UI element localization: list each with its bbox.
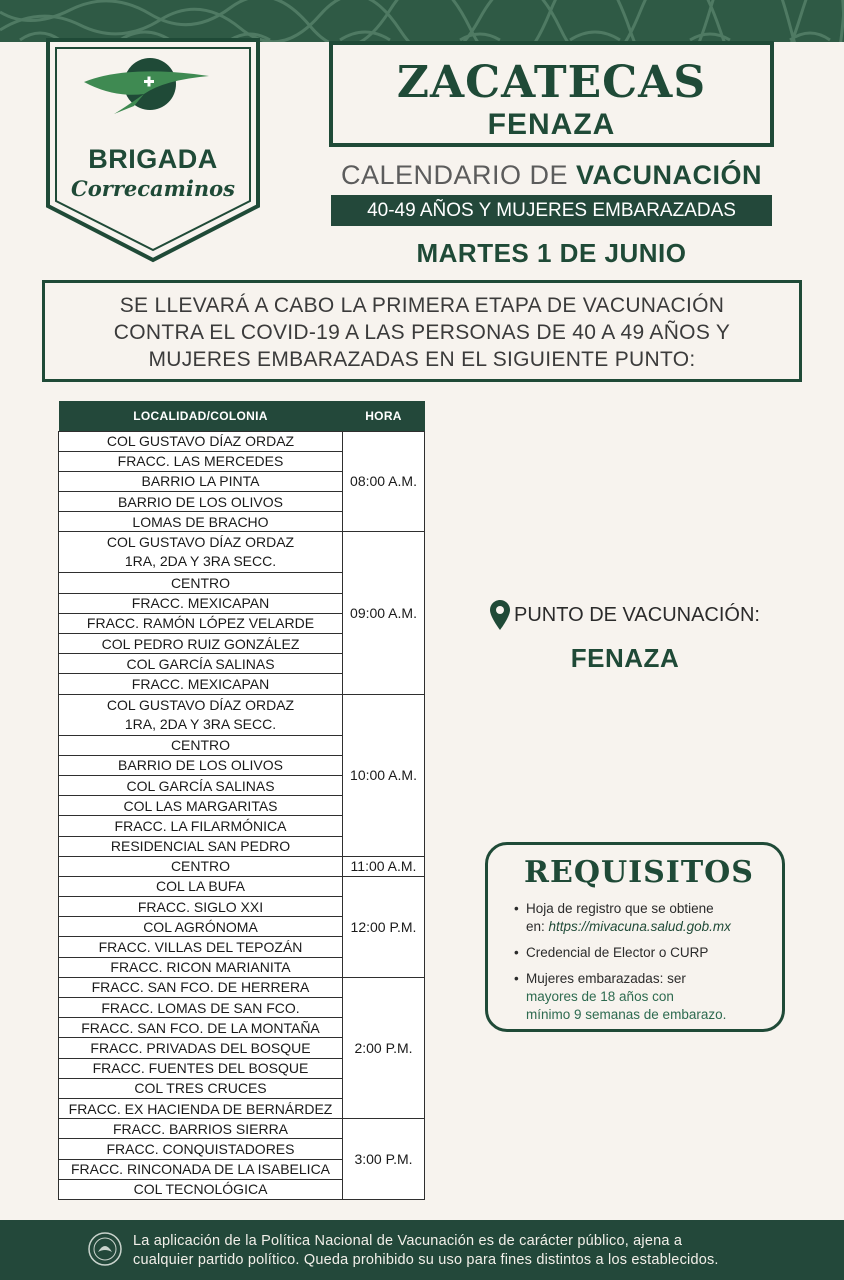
registration-link[interactable]: https://mivacuna.salud.gob.mx <box>548 919 731 934</box>
locality-cell: FRACC. RINCONADA DE LA ISABELICA <box>59 1159 343 1179</box>
table-row <box>59 694 425 735</box>
locality-cell: FRACC. SAN FCO. DE LA MONTAÑA <box>59 1018 343 1038</box>
locality-cell: LOMAS DE BRACHO <box>59 512 343 532</box>
requirement-highlight: mínimo 9 semanas de embarazo. <box>526 1007 727 1022</box>
locality-cell: COL LA BUFA <box>59 876 343 896</box>
locality-cell: BARRIO DE LOS OLIVOS <box>59 492 343 512</box>
table-row <box>59 977 425 997</box>
badge-title: BRIGADA <box>88 144 218 174</box>
national-seal-icon <box>88 1232 122 1266</box>
footer-bar <box>0 1220 844 1280</box>
locality-cell: FRACC. LAS MERCEDES <box>59 451 343 471</box>
locality-cell: FRACC. MEXICAPAN <box>59 593 343 613</box>
locality-cell: FRACC. PRIVADAS DEL BOSQUE <box>59 1038 343 1058</box>
time-cell: 11:00 A.M. <box>343 856 425 876</box>
locality-cell: CENTRO <box>59 573 343 593</box>
footer-line: La aplicación de la Política Nacional de Vacunación es de carácter público, ajena a <box>133 1233 683 1249</box>
state-place: FENAZA <box>487 108 616 141</box>
time-cell: 3:00 P.M. <box>343 1119 425 1200</box>
requirements-box <box>485 842 785 1032</box>
requirement-text: en: <box>526 919 549 934</box>
schedule-table <box>58 401 425 1200</box>
requirement-item <box>512 944 766 962</box>
locality-cell: FRACC. SAN FCO. DE HERRERA <box>59 977 343 997</box>
announcement-line: SE LLEVARÁ A CABO LA PRIMERA ETAPA DE VACUNACIÓN <box>119 294 725 317</box>
calendar-title-prefix: CALENDARIO DE <box>340 160 577 190</box>
locality-cell: FRACC. CONQUISTADORES <box>59 1139 343 1159</box>
locality-cell: COL GARCÍA SALINAS <box>59 775 343 795</box>
footer-line: cualquier partido político. Queda prohibido su uso para fines distintos a los establecidos. <box>133 1252 719 1268</box>
locality-cell: FRACC. LA FILARMÓNICA <box>59 816 343 836</box>
vaccination-point-label-row <box>490 600 760 630</box>
vaccination-point <box>470 600 780 674</box>
requirement-highlight: mayores de 18 años con <box>526 989 674 1004</box>
event-date: MARTES 1 DE JUNIO <box>416 238 687 268</box>
requirements-title: REQUISITOS <box>524 855 754 890</box>
locality-cell: FRACC. BARRIOS SIERRA <box>59 1119 343 1139</box>
time-cell: 09:00 A.M. <box>343 532 425 694</box>
vaccination-point-label: PUNTO DE VACUNACIÓN: <box>514 603 760 626</box>
locality-cell: RESIDENCIAL SAN PEDRO <box>59 836 343 856</box>
table-row <box>59 431 425 451</box>
locality-cell: FRACC. MEXICAPAN <box>59 674 343 694</box>
column-header-locality: LOCALIDAD/COLONIA <box>59 401 343 431</box>
table-row <box>59 876 425 896</box>
badge-subtitle: Correcaminos <box>71 176 235 201</box>
brigada-badge <box>44 36 262 264</box>
locality-cell: COL LAS MARGARITAS <box>59 796 343 816</box>
locality-cell: COL AGRÓNOMA <box>59 917 343 937</box>
announcement-line: CONTRA EL COVID-19 A LAS PERSONAS DE 40 A 49 AÑOS Y <box>113 321 731 344</box>
table-row <box>59 856 425 876</box>
locality-cell: COL GARCÍA SALINAS <box>59 654 343 674</box>
time-cell: 12:00 P.M. <box>343 876 425 977</box>
announcement-box <box>42 280 802 382</box>
locality-cell: FRACC. SIGLO XXI <box>59 897 343 917</box>
time-cell: 08:00 A.M. <box>343 431 425 532</box>
locality-cell: COL GUSTAVO DÍAZ ORDAZ 1RA, 2DA Y 3RA SECC. <box>59 532 343 573</box>
calendar-title <box>329 160 774 191</box>
locality-cell: BARRIO LA PINTA <box>59 471 343 491</box>
vaccination-point-place: FENAZA <box>570 643 680 673</box>
locality-cell: COL GUSTAVO DÍAZ ORDAZ <box>59 431 343 451</box>
table-header-row <box>59 401 425 431</box>
locality-cell: CENTRO <box>59 735 343 755</box>
locality-cell: FRACC. LOMAS DE SAN FCO. <box>59 998 343 1018</box>
footer-disclaimer <box>133 1232 813 1270</box>
requirement-item <box>512 900 766 936</box>
locality-cell: FRACC. RICON MARIANITA <box>59 957 343 977</box>
map-pin-icon <box>490 600 510 630</box>
requirement-text: Mujeres embarazadas: ser <box>526 971 686 986</box>
calendar-title-strong: VACUNACIÓN <box>576 160 763 190</box>
locality-cell: BARRIO DE LOS OLIVOS <box>59 755 343 775</box>
time-cell: 2:00 P.M. <box>343 977 425 1118</box>
locality-cell: FRACC. FUENTES DEL BOSQUE <box>59 1058 343 1078</box>
locality-cell: COL PEDRO RUIZ GONZÁLEZ <box>59 634 343 654</box>
state-header-box <box>329 41 774 147</box>
column-header-time: HORA <box>343 401 425 431</box>
target-group-bar: 40-49 AÑOS Y MUJERES EMBARAZADAS <box>331 195 772 226</box>
time-cell: 10:00 A.M. <box>343 694 425 856</box>
locality-cell: CENTRO <box>59 856 343 876</box>
locality-cell: COL TRES CRUCES <box>59 1078 343 1098</box>
locality-cell: COL GUSTAVO DÍAZ ORDAZ 1RA, 2DA Y 3RA SECC. <box>59 694 343 735</box>
schedule-body <box>59 431 425 1199</box>
requirement-text: Hoja de registro que se obtiene <box>526 901 714 916</box>
table-row <box>59 532 425 573</box>
state-name: ZACATECAS <box>396 57 707 108</box>
locality-cell: FRACC. VILLAS DEL TEPOZÁN <box>59 937 343 957</box>
locality-cell: COL TECNOLÓGICA <box>59 1179 343 1199</box>
requirement-item <box>512 970 766 1024</box>
locality-cell: FRACC. EX HACIENDA DE BERNÁRDEZ <box>59 1098 343 1118</box>
announcement-line: MUJERES EMBARAZADAS EN EL SIGUIENTE PUNTO: <box>148 348 696 371</box>
table-row <box>59 1119 425 1139</box>
locality-cell: FRACC. RAMÓN LÓPEZ VELARDE <box>59 613 343 633</box>
requirement-text: Credencial de Elector o CURP <box>526 945 709 960</box>
